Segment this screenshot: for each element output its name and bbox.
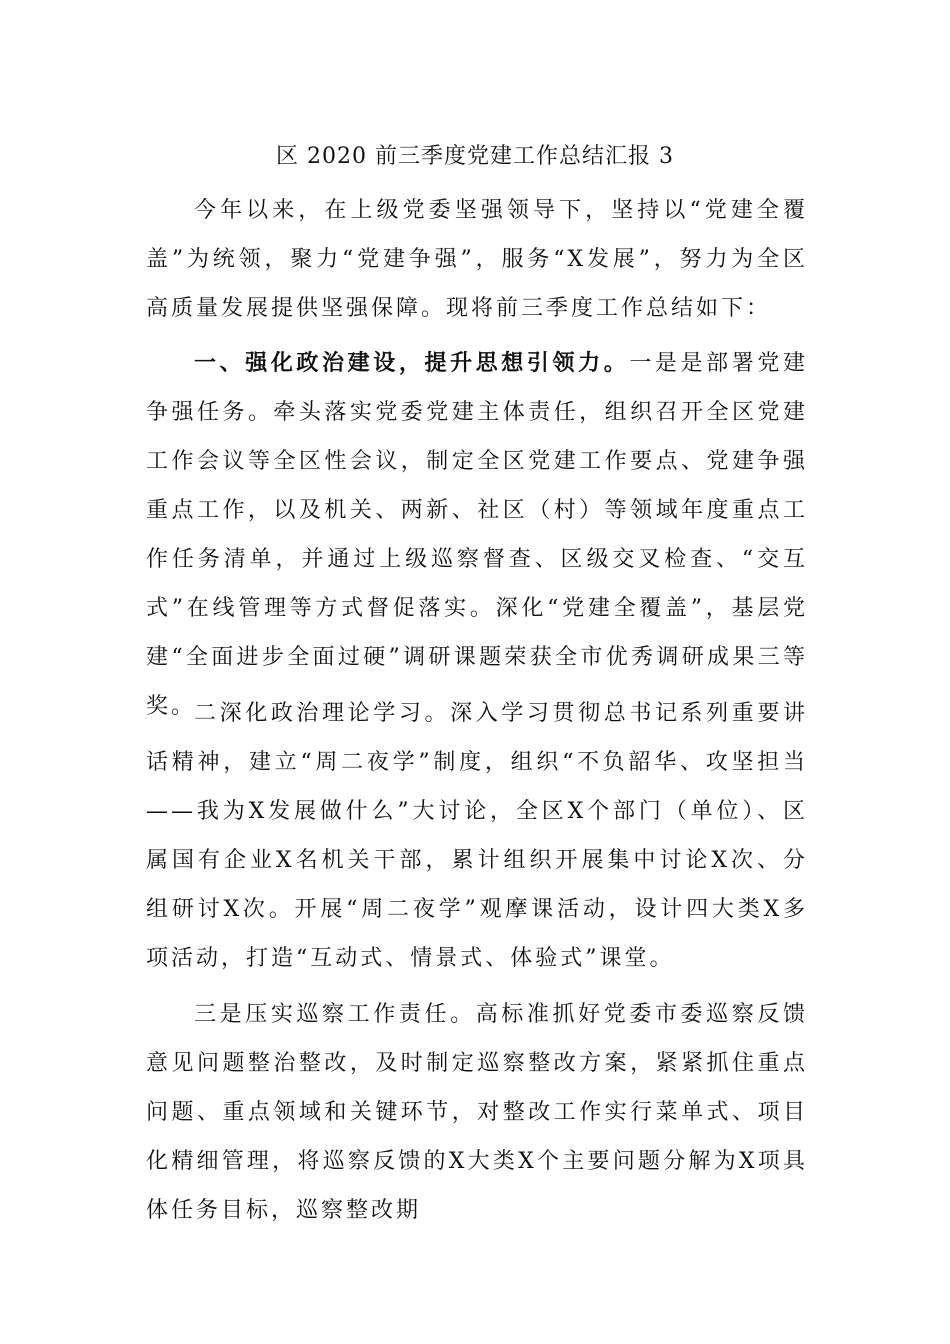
- paragraph-theory-study-text: 二深化政治理论学习。深入学习贯彻总书记系列重要讲话精神，建立“周二夜学”制度，组织“不负韶华、攻坚担当——我为X发展做什么”大讨论，全区X个部门（单位）、区属国有企业X名机关干部，累计组织开展集中讨论X次、分组研讨X次。开展“周二夜学”观摩课活动，设计四大类X多项活动，打造“互动式、情景式、体验式”课堂。: [146, 701, 808, 971]
- document-title: 区 2020 前三季度党建工作总结汇报 3: [276, 144, 674, 169]
- paragraph-inspection-text: 三是压实巡察工作责任。高标准抓好党委市委巡察反馈意见问题整治整改，及时制定巡察整改方案，紧紧抓住重点问题、重点领域和关键环节，对整改工作实行菜单式、项目化精细管理，将巡察反馈的X大类X个主要问题分解为X项具体任务目标，巡察整改期: [146, 1002, 808, 1223]
- paragraph-section-one: [146, 339, 808, 731]
- paragraph-theory-study: [146, 689, 808, 983]
- paragraph-intro: [146, 186, 808, 333]
- paragraph-intro-text: 今年以来，在上级党委坚强领导下，坚持以“党建全覆盖”为统领，聚力“党建争强”，服务“X发展”，努力为全区高质量发展提供坚强保障。现将前三季度工作总结如下：: [146, 198, 808, 321]
- paragraph-section-one-text: 一是是部署党建争强任务。牵头落实党委党建主体责任，组织召开全区党建工作会议等全区性会议，制定全区党建工作要点、党建争强重点工作，以及机关、两新、社区（村）等领域年度重点工作任务清单，并通过上级巡察督查、区级交叉检查、“交互式”在线管理等方式督促落实。深化“党建全覆盖”，基层党建“全面进步全面过硬”调研课题荣获全市优秀调研成果三等奖。: [146, 351, 808, 719]
- paragraph-inspection: [146, 990, 808, 1235]
- section-heading: 一、强化政治建设，提升思想引领力。: [194, 350, 630, 376]
